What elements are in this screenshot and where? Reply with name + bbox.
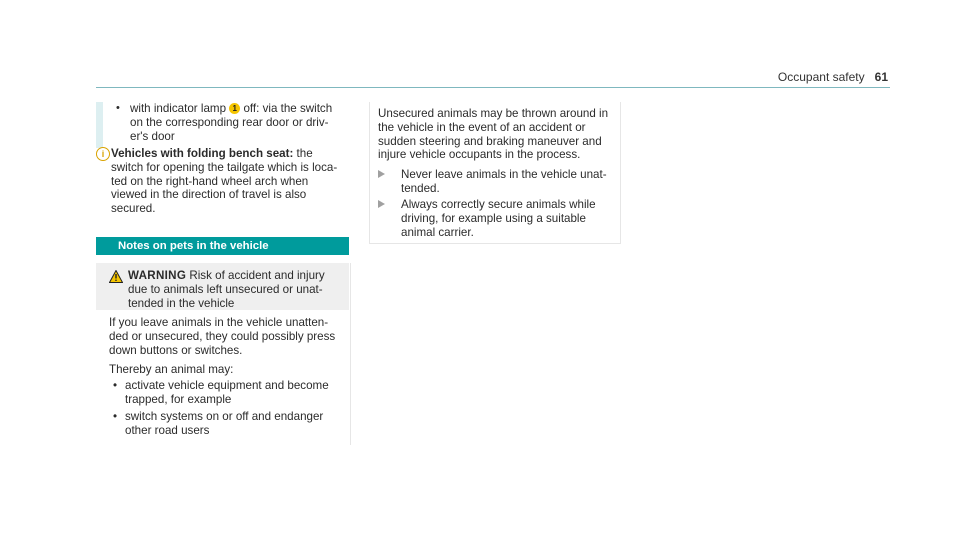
bullet-dot-icon: • — [113, 410, 118, 423]
number-badge-icon: 1 — [229, 103, 240, 114]
page-header — [778, 70, 888, 84]
warning-label: WARNING — [128, 269, 187, 282]
note-line: switch for opening the tailgate which is loca- — [111, 160, 338, 174]
warning-continuation-box — [369, 102, 621, 244]
note-line: secured. — [111, 202, 156, 216]
page-number: 61 — [874, 70, 888, 84]
list-item — [96, 102, 350, 143]
arrow-right-icon — [378, 170, 385, 178]
bullet-line: on the corresponding rear door or driv- — [130, 115, 329, 129]
bullet-line-1: with indicator lamp 1 off: via the switch — [130, 102, 333, 115]
note-line: viewed in the direction of travel is also — [111, 188, 307, 202]
arrow-right-icon — [378, 200, 385, 208]
info-icon: i — [96, 147, 110, 161]
warning-paragraph: If you leave animals in the vehicle unatten- ded or unsecured, they could possibly press down buttons or switches. — [109, 316, 336, 357]
list-item: • activate vehicle equipment and become trapped, for example — [113, 379, 329, 406]
action-item: Never leave animals in the vehicle unat- tended. — [378, 168, 618, 196]
warning-head-line: due to animals left unsecured or unat- — [128, 282, 323, 296]
note-heading: Vehicles with folding bench seat: — [111, 147, 294, 160]
warning-head-line-1: WARNING Risk of accident and injury — [128, 269, 325, 282]
header-rule — [96, 87, 890, 88]
warning-paragraph: Unsecured animals may be thrown around in the vehicle in the event of an accident or sudden steering and braking maneuver and injure vehicle occupants in the process. — [378, 107, 609, 162]
bullet-dot-icon: • — [113, 379, 118, 392]
bullet-line: er's door — [130, 129, 175, 143]
bullet-dot-icon: • — [116, 102, 120, 114]
folding-bench-note — [96, 147, 348, 216]
note-line: ted on the right-hand wheel arch when — [111, 174, 309, 188]
warning-head-line: tended in the vehicle — [128, 296, 235, 310]
warning-triangle-icon — [109, 270, 123, 283]
action-item: Always correctly secure animals while driving, for example using a suitable animal carrier. — [378, 198, 618, 239]
indicator-lamp-bullet — [96, 102, 350, 143]
warning-lead-in: Thereby an animal may: — [109, 363, 234, 376]
warning-box — [96, 263, 351, 445]
warning-header — [96, 263, 349, 310]
note-line-1: Vehicles with folding bench seat: the — [111, 147, 313, 160]
section-heading: Notes on pets in the vehicle — [96, 237, 349, 255]
list-item: • switch systems on or off and endanger other road users — [113, 410, 324, 437]
section-name: Occupant safety — [777, 70, 865, 84]
